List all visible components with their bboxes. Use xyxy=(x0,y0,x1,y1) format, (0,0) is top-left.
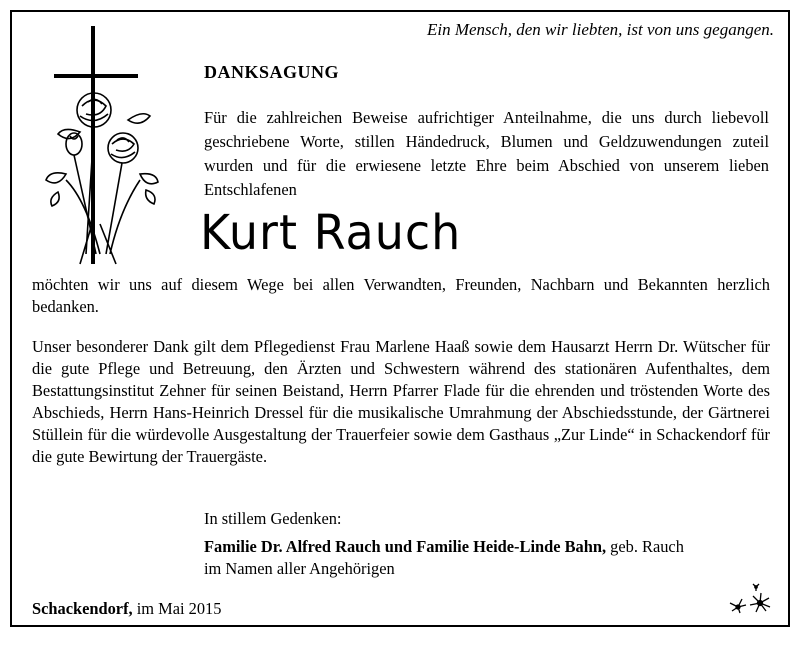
birth-name: geb. Rauch xyxy=(610,537,684,556)
family-names: Familie Dr. Alfred Rauch und Familie Heide-Linde Bahn, xyxy=(204,537,607,556)
place-date xyxy=(32,599,221,619)
obituary-notice xyxy=(10,10,790,627)
family-signature xyxy=(204,536,684,580)
relatives-line: im Namen aller Angehörigen xyxy=(204,559,395,578)
motto: Ein Mensch, den wir liebten, ist von uns gegangen. xyxy=(426,20,774,39)
deceased-name: Kurt Rauch xyxy=(200,203,462,261)
flower-ornament-icon xyxy=(726,581,774,615)
town: Schackendorf, xyxy=(32,599,133,618)
date: im Mai 2015 xyxy=(136,599,222,618)
greeting: In stillem Gedenken: xyxy=(204,509,342,528)
notice-heading: DANKSAGUNG xyxy=(204,62,340,82)
thanks-paragraph: möchten wir uns auf diesem Wege bei allen Verwandten, Freunden, Nachbarn und Bekannten herzlich bedanken. xyxy=(32,275,770,316)
special-thanks-paragraph: Unser besonderer Dank gilt dem Pflegedienst Frau Marlene Haaß sowie dem Hausarzt Herrn Dr. Wütscher für die gute Pflege und Betreuung, den Ärzten und Schwestern während des stationären Aufenthaltes, dem Bestattungsinstitut Zehner für seinen Beistand, Herrn Pfarrer Flade für die ehrenden und tröstenden Worte des Abschieds, Herrn Hans-Heinrich Dressel für die musikalische Umrahmung der Abschiedsstunde, der Gärtnerei Stüllein für die würdevolle Ausgestaltung der Trauerfeier sowie dem Gasthaus „Zur Linde“ in Schackendorf für die gute Bewirtung der Trauergäste. xyxy=(32,337,770,466)
intro-text: Für die zahlreichen Beweise aufrichtiger Anteilnahme, die uns durch liebevoll geschriebene Worte, stillen Händedruck, Blumen und Geldzuwendungen zuteil wurden und für die erwiesene letzte Ehre beim Abschied von unserem lieben Entschlafenen xyxy=(204,108,769,199)
cross-with-roses-icon xyxy=(36,24,166,274)
